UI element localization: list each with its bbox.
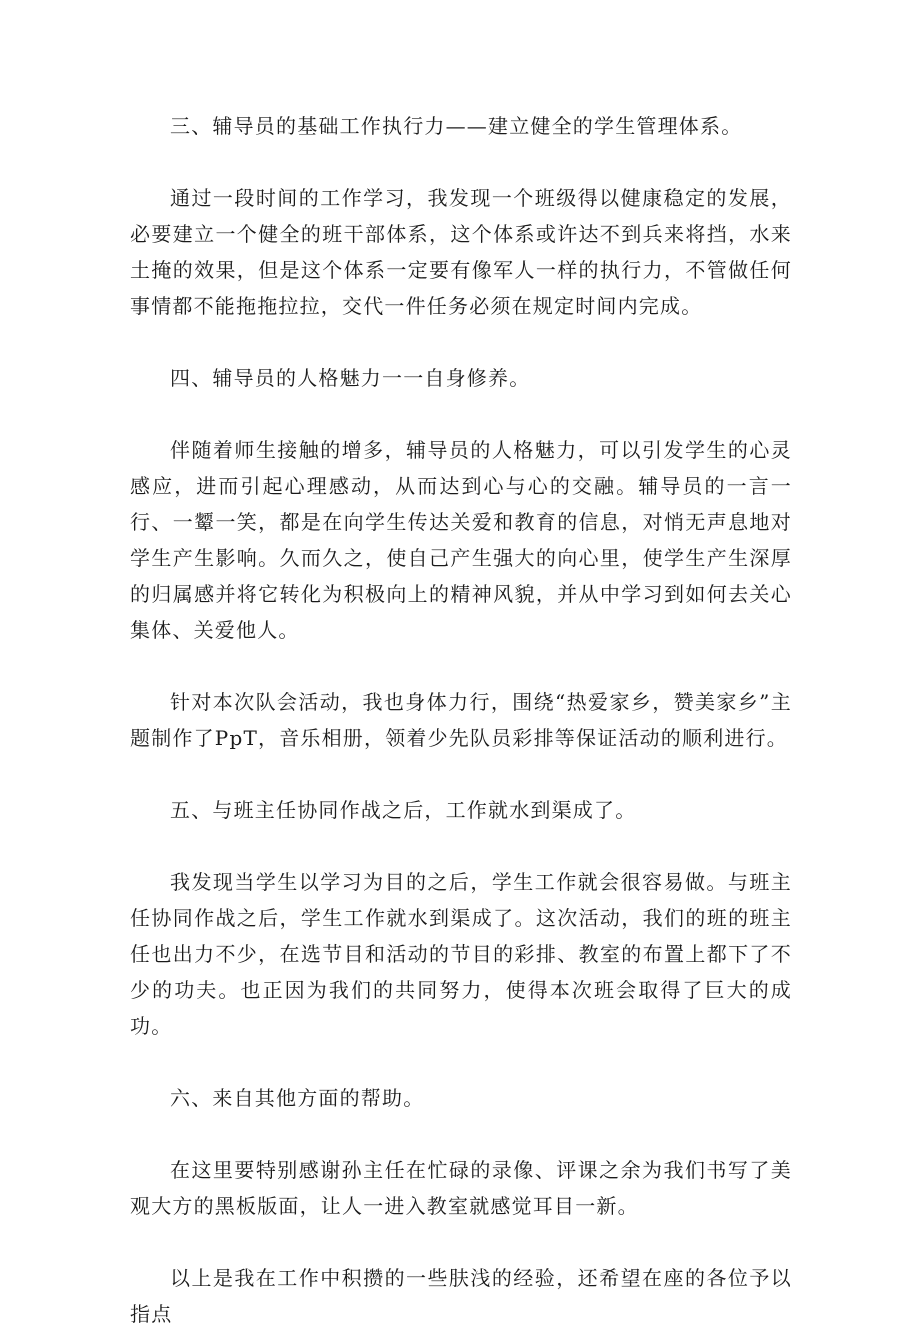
- body-paragraph: 在这里要特别感谢孙主任在忙碌的录像、评课之余为我们书写了美观大方的黑板版面，让人一进入教室就感觉耳目一新。: [130, 1158, 792, 1218]
- section-heading-6: 六、来自其他方面的帮助。: [170, 1086, 425, 1110]
- body-paragraph: 我发现当学生以学习为目的之后，学生工作就会很容易做。与班主任协同作战之后，学生工作就水到渠成了。这次活动，我们的班的班主任也出力不少，在选节目和活动的节目的彩排、教室的布置上都下了不少的功夫。也正因为我们的共同努力，使得本次班会取得了巨大的成功。: [130, 870, 792, 1038]
- body-paragraph: 针对本次队会活动，我也身体力行，围绕“热爱家乡，赞美家乡”主题制作了PpT，音乐相册，领着少先队员彩排等保证活动的顺利进行。: [130, 690, 792, 750]
- section-heading-4: 四、辅导员的人格魅力一一自身修养。: [170, 366, 531, 390]
- body-paragraph: 通过一段时间的工作学习，我发现一个班级得以健康稳定的发展，必要建立一个健全的班干部体系，这个体系或许达不到兵来将挡，水来土掩的效果，但是这个体系一定要有像军人一样的执行力，不管做任何事情都不能拖拖拉拉，交代一件任务必须在规定时间内完成。: [130, 186, 792, 318]
- body-paragraph: 伴随着师生接触的增多，辅导员的人格魅力，可以引发学生的心灵感应，进而引起心理感动，从而达到心与心的交融。辅导员的一言一行、一颦一笑，都是在向学生传达关爱和教育的信息，对悄无声息地对学生产生影响。久而久之，使自己产生强大的向心里，使学生产生深厚的归属感并将它转化为积极向上的精神风貌，并从中学习到如何去关心集体、关爱他人。: [130, 438, 792, 642]
- section-heading-5: 五、与班主任协同作战之后，工作就水到渠成了。: [170, 798, 637, 822]
- document-page: [130, 108, 792, 1332]
- section-heading-3: 三、辅导员的基础工作执行力——建立健全的学生管理体系。: [170, 114, 743, 138]
- closing-paragraph: 以上是我在工作中积攒的一些肤浅的经验，还希望在座的各位予以指点: [130, 1266, 792, 1326]
